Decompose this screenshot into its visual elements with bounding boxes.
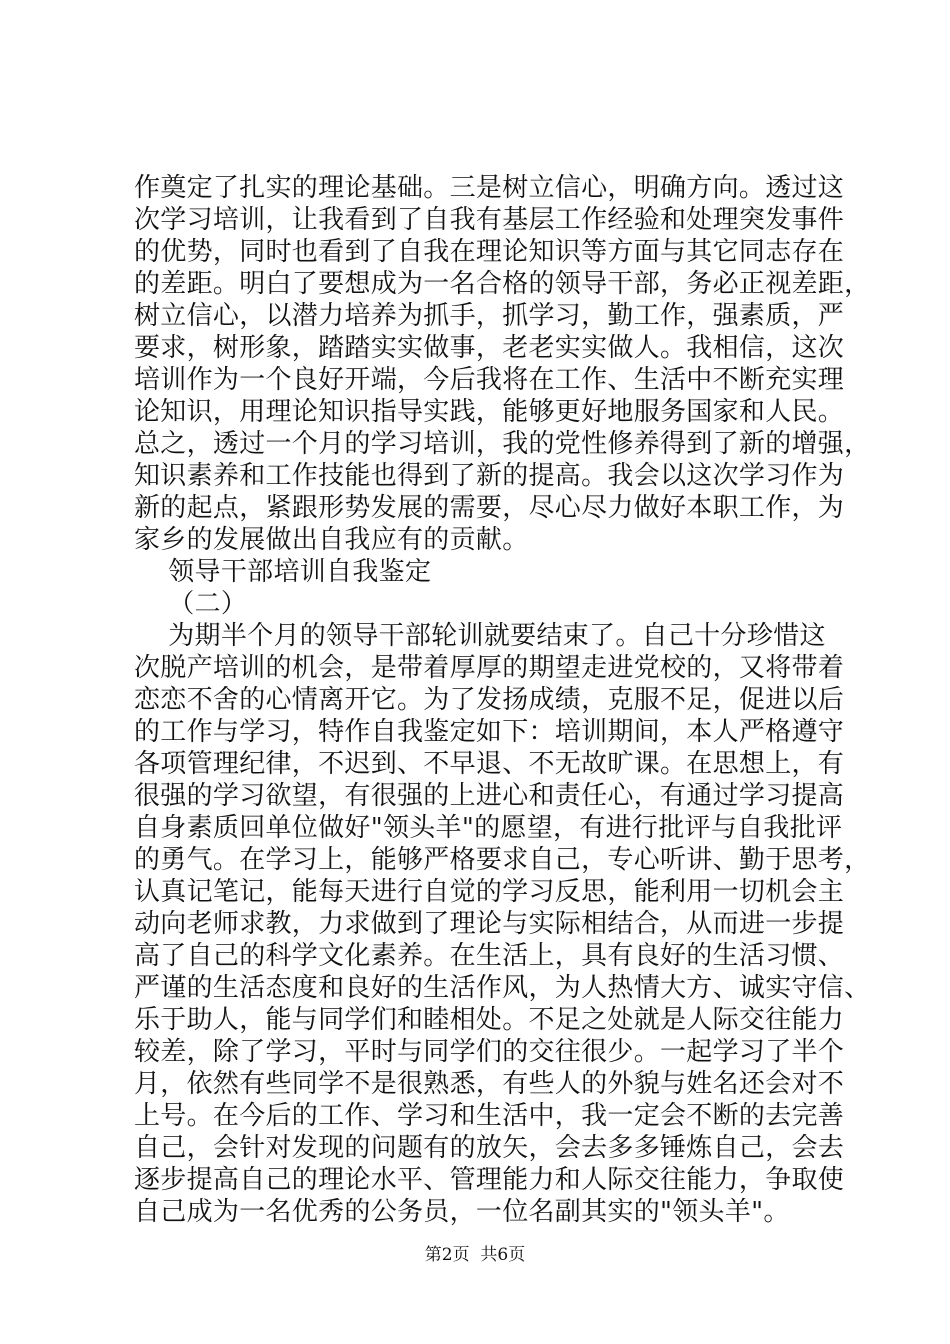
text-line: 的工作与学习，特作自我鉴定如下：培训期间，本人严格遵守: [134, 717, 845, 747]
text-line: 的勇气。在学习上，能够严格要求自己，专心听讲、勤于思考，: [134, 845, 871, 875]
page-footer: 第2页 共6页: [424, 1245, 526, 1265]
text-line: 乐于助人，能与同学们和睦相处。不足之处就是人际交往能力: [134, 1005, 845, 1035]
text-line: 认真记笔记，能每天进行自觉的学习反思，能利用一切机会主: [134, 877, 845, 907]
text-line: 自身素质回单位做好"领头羊"的愿望，有进行批评与自我批评: [134, 813, 843, 843]
text-line: 次脱产培训的机会，是带着厚厚的期望走进党校的，又将带着: [134, 653, 845, 683]
text-line: 的优势，同时也看到了自我在理论知识等方面与其它同志存在: [134, 237, 845, 267]
text-line: 要求，树形象，踏踏实实做事，老老实实做人。我相信，这次: [134, 333, 845, 363]
text-line: 培训作为一个良好开端，今后我将在工作、生活中不断充实理: [134, 365, 845, 395]
text-line: 逐步提高自己的理论水平、管理能力和人际交往能力，争取使: [134, 1165, 845, 1195]
text-line: 次学习培训，让我看到了自我有基层工作经验和处理突发事件: [134, 205, 845, 235]
text-line: 论知识，用理论知识指导实践，能够更好地服务国家和人民。: [134, 397, 845, 427]
text-line: 恋恋不舍的心情离开它。为了发扬成绩，克服不足，促进以后: [134, 685, 845, 715]
text-line: 自己成为一名优秀的公务员，一位名副其实的"领头羊"。: [134, 1197, 790, 1227]
text-line: 新的起点，紧跟形势发展的需要，尽心尽力做好本职工作，为: [134, 493, 845, 523]
text-line: 上号。在今后的工作、学习和生活中，我一定会不断的去完善: [134, 1101, 845, 1131]
text-line: 很强的学习欲望，有很强的上进心和责任心，有通过学习提高: [134, 781, 845, 811]
text-line: 树立信心，以潜力培养为抓手，抓学习，勤工作，强素质，严: [134, 301, 845, 331]
text-line: 的差距。明白了要想成为一名合格的领导干部，务必正视差距，: [134, 269, 871, 299]
text-line: 自己，会针对发现的问题有的放矢，会去多多锤炼自己，会去: [134, 1133, 845, 1163]
section-number: （二）: [134, 589, 248, 619]
text-line: 月，依然有些同学不是很熟悉，有些人的外貌与姓名还会对不: [134, 1069, 845, 1099]
text-line: 家乡的发展做出自我应有的贡献。: [134, 525, 529, 555]
section-title: 领导干部培训自我鉴定: [134, 557, 432, 587]
text-line: 动向老师求教，力求做到了理论与实际相结合，从而进一步提: [134, 909, 845, 939]
text-line: 高了自己的科学文化素养。在生活上，具有良好的生活习惯、: [134, 941, 845, 971]
text-line: 各项管理纪律，不迟到、不早退、不无故旷课。在思想上，有: [134, 749, 845, 779]
text-line: 知识素养和工作技能也得到了新的提高。我会以这次学习作为: [134, 461, 845, 491]
text-line: 较差，除了学习，平时与同学们的交往很少。一起学习了半个: [134, 1037, 845, 1067]
text-line: 总之，透过一个月的学习培训，我的党性修养得到了新的增强，: [134, 429, 871, 459]
text-line: 严谨的生活态度和良好的生活作风，为人热情大方、诚实守信、: [134, 973, 871, 1003]
text-line: 为期半个月的领导干部轮训就要结束了。自己十分珍惜这: [134, 621, 826, 651]
text-line: 作奠定了扎实的理论基础。三是树立信心，明确方向。透过这: [134, 173, 845, 203]
